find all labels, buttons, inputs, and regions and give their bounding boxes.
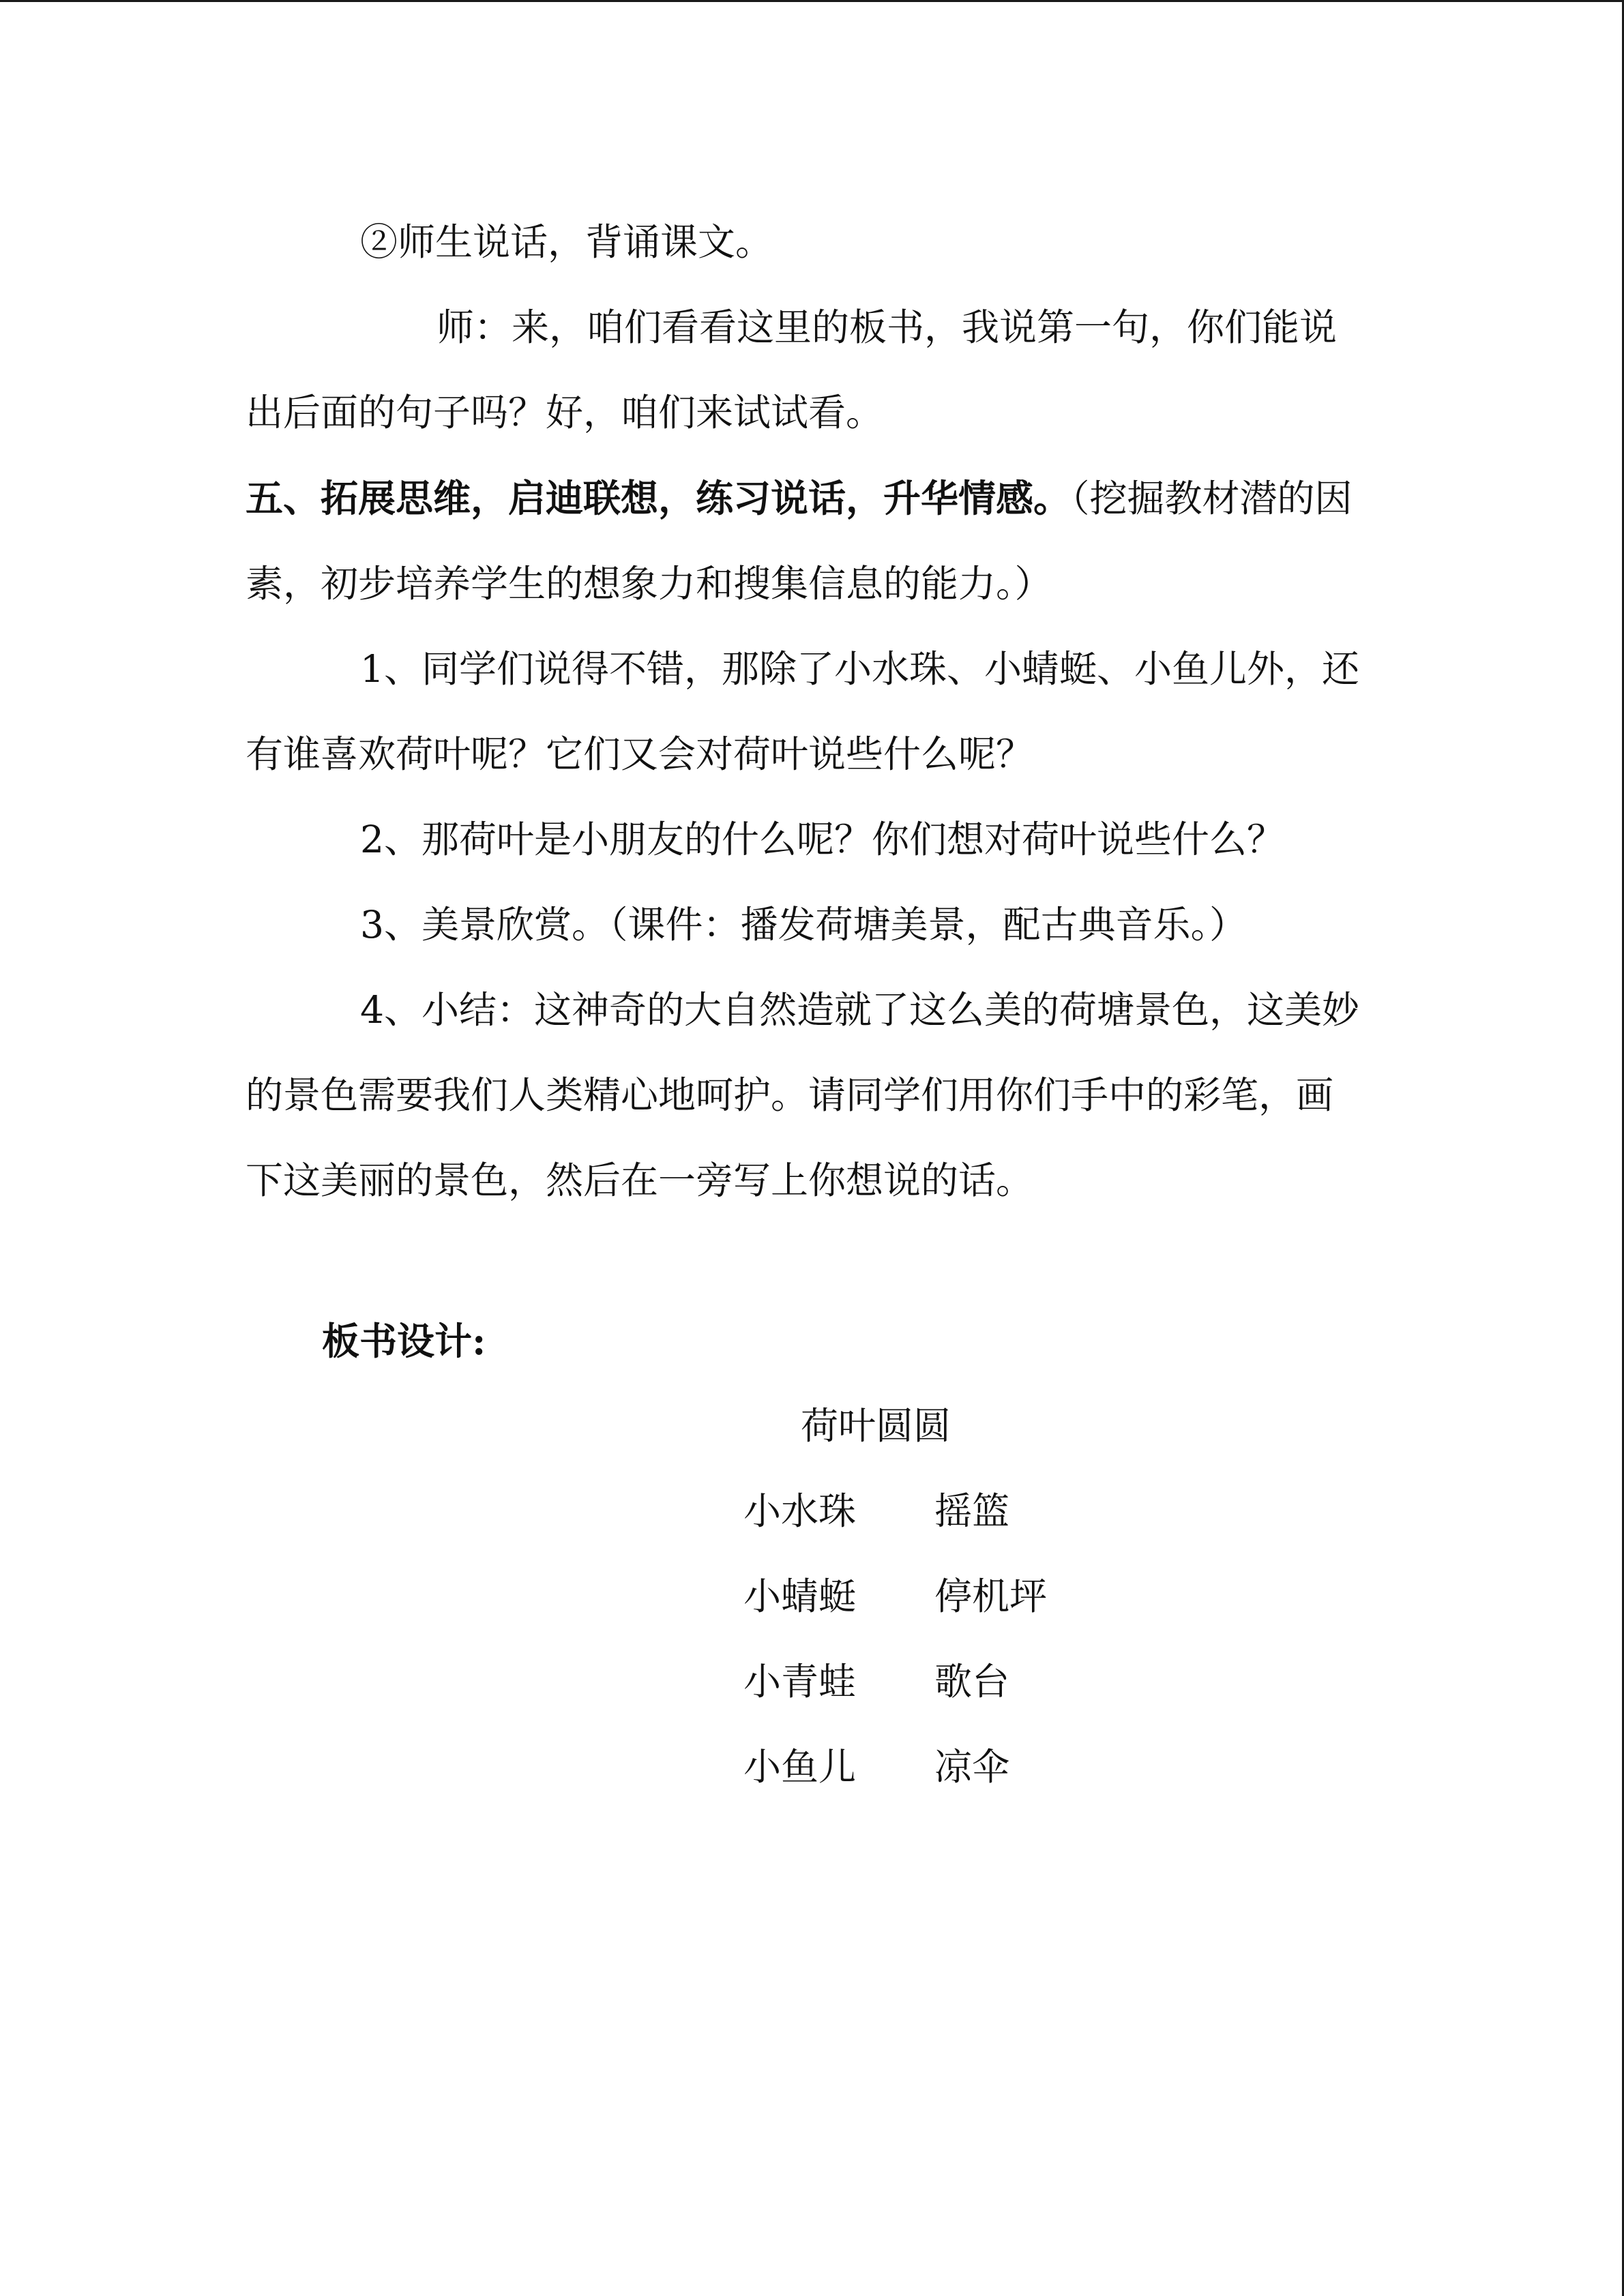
board-row-left: 小水珠 [743,1489,857,1533]
item-4-line-1: 4、小结：这神奇的大自然造就了这么美的荷塘景色，这美妙 [360,988,1359,1032]
board-row-left: 小鱼儿 [743,1745,857,1789]
board-row [743,1554,1047,1639]
spacer [246,1223,1378,1298]
board-row [743,1639,1009,1725]
page-top-border [0,0,1624,2]
section-five-note-line-2: 素，初步培养学生的想象力和搜集信息的能力。） [246,562,1052,606]
paragraph-teacher-line-1: 师：来，咱们看看这里的板书，我说第一句，你们能说 [437,305,1338,349]
paragraph-recite: ②师生说话，背诵课文。 [360,220,773,264]
board-row [743,1469,1009,1554]
item-2: 2、那荷叶是小朋友的什么呢？你们想对荷叶说些什么？ [360,818,1284,861]
section-five-heading-line [246,456,1378,541]
board-row-right: 停机坪 [934,1575,1048,1618]
board-row-left: 小蜻蜓 [743,1575,857,1618]
board-title: 荷叶圆圆 [801,1404,951,1448]
board-row-left: 小青蛙 [743,1660,857,1703]
board-row-right: 摇篮 [934,1489,1010,1533]
board-row-right: 歌台 [934,1660,1010,1703]
paragraph-teacher-line-2: 出后面的句子吗？好，咱们来试试看。 [246,391,884,434]
board-row-right: 凉伞 [934,1745,1010,1789]
document-body [246,200,1378,1820]
item-4-line-2: 的景色需要我们人类精心地呵护。请同学们用你们手中的彩笔，画 [246,1073,1334,1117]
board-row [743,1725,1009,1810]
item-3: 3、美景欣赏。（课件：播发荷塘美景，配古典音乐。） [360,903,1247,946]
item-1-line-2: 有谁喜欢荷叶呢？它们又会对荷叶说些什么呢？ [246,732,1034,776]
section-five-note: （挖掘教材潜的因 [1071,477,1353,520]
item-1-line-1: 1、同学们说得不错，那除了小水珠、小蜻蜓、小鱼儿外，还 [360,647,1359,691]
board-design-heading: 板书设计: [322,1319,486,1363]
board-design [246,1384,1378,1820]
item-4-line-3: 下这美丽的景色，然后在一旁写上你想说的话。 [246,1159,1034,1202]
section-five-title: 五、拓展思维，启迪联想，练习说话，升华情感。 [246,476,1072,520]
